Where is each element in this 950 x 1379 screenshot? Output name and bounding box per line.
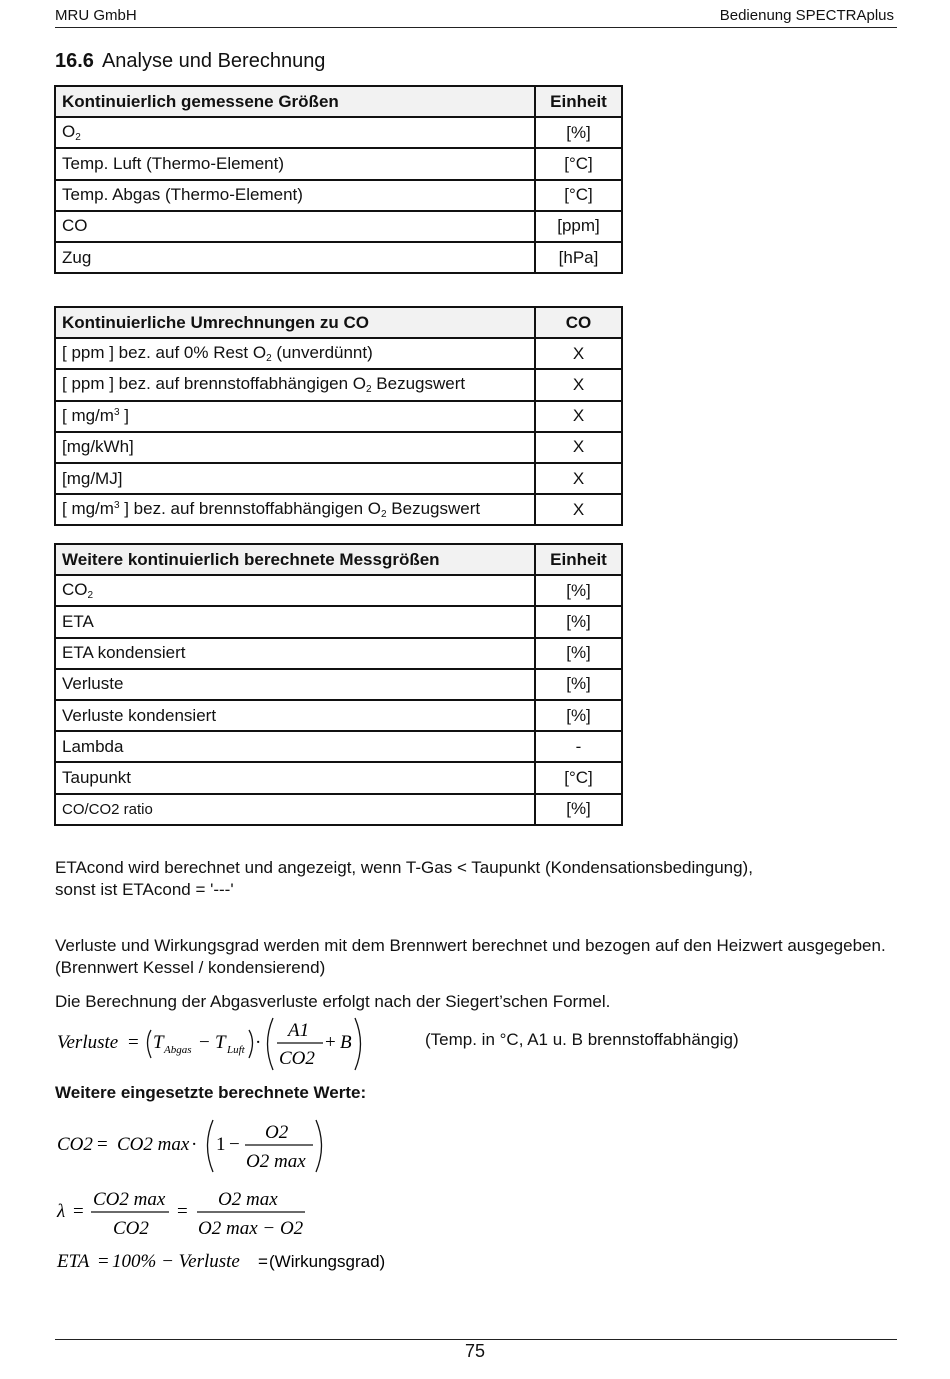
formula-operator: −	[229, 1134, 240, 1155]
table-row	[55, 338, 622, 369]
subscript: 2	[75, 132, 81, 144]
section-title: Analyse und Berechnung	[101, 50, 326, 72]
formula-operator: ·	[255, 1032, 262, 1053]
cell-text: ]	[119, 406, 129, 426]
unit-cell: [%]	[535, 669, 622, 700]
table-row	[55, 606, 622, 637]
table-cell: ETA kondensiert	[55, 638, 535, 669]
column-header: Einheit	[535, 86, 622, 117]
formula-text: ETA	[57, 1251, 90, 1272]
cell-text: Bezugswert	[386, 499, 481, 519]
paren-left	[268, 1018, 274, 1070]
table-row	[55, 731, 622, 762]
subscript: 2	[87, 590, 94, 602]
formula-text: λ	[57, 1201, 66, 1222]
column-header: Einheit	[535, 544, 622, 575]
table-header-row	[55, 307, 622, 338]
formula-text: Verluste	[57, 1032, 119, 1053]
formula-text: O2 max	[246, 1151, 306, 1172]
unit-cell: [%]	[535, 700, 622, 731]
eta-formula	[55, 1248, 415, 1274]
formula-text: B	[340, 1032, 352, 1053]
formula-text: CO2 max	[117, 1134, 190, 1155]
unit-cell: [%]	[535, 575, 622, 606]
mark-cell: X	[535, 369, 622, 400]
table-row	[55, 369, 622, 400]
formula-subscript: Luft	[227, 1044, 245, 1056]
formula-text: CO2	[113, 1218, 149, 1239]
table-cell: CO	[55, 211, 535, 242]
formula-text: CO2 max	[93, 1189, 166, 1210]
manual-title: Bedienung SPECTRAplus	[719, 7, 894, 24]
table-cell	[55, 575, 535, 606]
paren-right	[355, 1018, 361, 1070]
formula-text: T	[153, 1032, 164, 1053]
unit-cell: [°C]	[535, 180, 622, 211]
formula-operator: +	[325, 1032, 336, 1053]
paragraph-line: (Brennwert Kessel / kondensierend)	[55, 958, 326, 977]
formula-text: CO2	[279, 1048, 315, 1069]
table-row	[55, 669, 622, 700]
paragraph-line: Verluste und Wirkungsgrad werden mit dem Brennwert berechnet und bezogen auf den Heizwert ausgegeben.	[55, 936, 886, 955]
formula-operator: =	[73, 1201, 84, 1222]
page-header	[55, 4, 897, 28]
table-cell	[55, 369, 535, 400]
calculated-values-table	[54, 543, 623, 826]
table-row	[55, 638, 622, 669]
siegert-formula	[55, 1014, 385, 1076]
siegert-paragraph: Die Berechnung der Abgasverluste erfolgt nach der Siegert’schen Formel.	[55, 992, 611, 1011]
mark-cell: X	[535, 401, 622, 432]
formula-operator: =	[128, 1032, 139, 1053]
table-row	[55, 401, 622, 432]
unit-cell: -	[535, 731, 622, 762]
paren-left	[208, 1120, 214, 1172]
table-row	[55, 148, 622, 179]
unit-cell: [°C]	[535, 762, 622, 793]
table-row	[55, 432, 622, 463]
table-row	[55, 180, 622, 211]
cell-text: [ mg/m	[62, 499, 114, 519]
table-cell: [mg/MJ]	[55, 463, 535, 494]
cell-text: Bezugswert	[371, 374, 466, 394]
table-row	[55, 463, 622, 494]
section-number: 16.6	[55, 50, 94, 72]
table-row	[55, 794, 622, 825]
co-conversions-table	[54, 306, 623, 526]
table-header-row	[55, 544, 622, 575]
table-cell: [mg/kWh]	[55, 432, 535, 463]
column-header: CO	[535, 307, 622, 338]
formula-text: CO2	[57, 1134, 93, 1155]
table-cell	[55, 338, 535, 369]
formula-text: T	[215, 1032, 226, 1053]
cell-text: ] bez. auf brennstoffabhängigen O	[119, 499, 382, 519]
unit-cell: [hPa]	[535, 242, 622, 273]
formula-operator: =	[97, 1134, 108, 1155]
mark-cell: X	[535, 338, 622, 369]
losses-paragraph	[55, 935, 905, 979]
cell-text: [ ppm ] bez. auf brennstoffabhängigen O	[62, 374, 367, 394]
formula-text: 100% − Verluste	[112, 1251, 240, 1272]
formula-operator: −	[199, 1032, 210, 1053]
formula-subscript: Abgas	[164, 1044, 192, 1056]
formula-text: O2 max	[218, 1189, 278, 1210]
table-row	[55, 242, 622, 273]
table-cell	[55, 494, 535, 525]
table-cell: Temp. Luft (Thermo-Element)	[55, 148, 535, 179]
footer-rule	[55, 1339, 897, 1340]
formula-note: (Temp. in °C, A1 u. B brennstoffabhängig)	[425, 1030, 739, 1049]
table-cell	[55, 401, 535, 432]
subscript: 2	[381, 509, 387, 521]
table-cell	[55, 117, 535, 148]
paragraph-line: ETAcond wird berechnet und angezeigt, wenn T-Gas < Taupunkt (Kondensationsbedingung),	[55, 858, 753, 877]
column-header: Kontinuierliche Umrechnungen zu CO	[55, 307, 535, 338]
table-cell: Lambda	[55, 731, 535, 762]
section-heading	[55, 50, 325, 73]
unit-cell: [%]	[535, 638, 622, 669]
mark-cell: X	[535, 463, 622, 494]
formula-text: =	[258, 1252, 268, 1271]
etacond-paragraph	[55, 857, 905, 901]
mark-cell: X	[535, 432, 622, 463]
subscript: 2	[266, 353, 272, 365]
cell-text: (unverdünnt)	[271, 343, 373, 363]
superscript: 3	[113, 500, 120, 512]
unit-cell: [°C]	[535, 148, 622, 179]
table-row	[55, 575, 622, 606]
table-cell: Taupunkt	[55, 762, 535, 793]
superscript: 3	[113, 407, 120, 419]
cell-text: [ mg/m	[62, 406, 114, 426]
table-cell: Verluste	[55, 669, 535, 700]
formula-operator: =	[98, 1251, 109, 1272]
table-row	[55, 762, 622, 793]
table-cell: Zug	[55, 242, 535, 273]
table-row	[55, 700, 622, 731]
table-row	[55, 211, 622, 242]
formula-operator: =	[177, 1201, 188, 1222]
unit-cell: [%]	[535, 117, 622, 148]
co2-formula	[55, 1116, 355, 1178]
mark-cell: X	[535, 494, 622, 525]
formula-text: (Wirkungsgrad)	[269, 1252, 386, 1271]
lambda-formula	[55, 1183, 355, 1245]
company-name: MRU GmbH	[55, 7, 137, 24]
formula-text: O2 max − O2	[198, 1218, 304, 1239]
paren-left	[148, 1030, 152, 1058]
cell-text: O	[62, 122, 76, 142]
formula-text: O2	[265, 1122, 289, 1143]
formula-text: 1	[216, 1134, 226, 1155]
column-header: Kontinuierlich gemessene Größen	[55, 86, 535, 117]
subheading: Weitere eingesetzte berechnete Werte:	[55, 1083, 367, 1102]
cell-text: [ ppm ] bez. auf 0% Rest O	[62, 343, 267, 363]
column-header: Weitere kontinuierlich berechnete Messgrößen	[55, 544, 535, 575]
paragraph-line: sonst ist ETAcond = '---'	[55, 880, 234, 899]
unit-cell: [%]	[535, 794, 622, 825]
unit-cell: [%]	[535, 606, 622, 637]
formula-operator: ·	[191, 1134, 198, 1155]
table-cell: Verluste kondensiert	[55, 700, 535, 731]
table-row	[55, 494, 622, 525]
unit-cell: [ppm]	[535, 211, 622, 242]
paren-right	[316, 1120, 322, 1172]
page-number: 75	[464, 1341, 486, 1361]
formula-text: A1	[288, 1020, 310, 1041]
paren-right	[249, 1030, 253, 1058]
table-cell: ETA	[55, 606, 535, 637]
cell-text: CO	[62, 580, 88, 600]
measured-values-table	[54, 85, 623, 274]
table-header-row	[55, 86, 622, 117]
table-cell: CO/CO2 ratio	[55, 794, 535, 825]
table-cell: Temp. Abgas (Thermo-Element)	[55, 180, 535, 211]
subscript: 2	[366, 384, 372, 396]
table-row	[55, 117, 622, 148]
